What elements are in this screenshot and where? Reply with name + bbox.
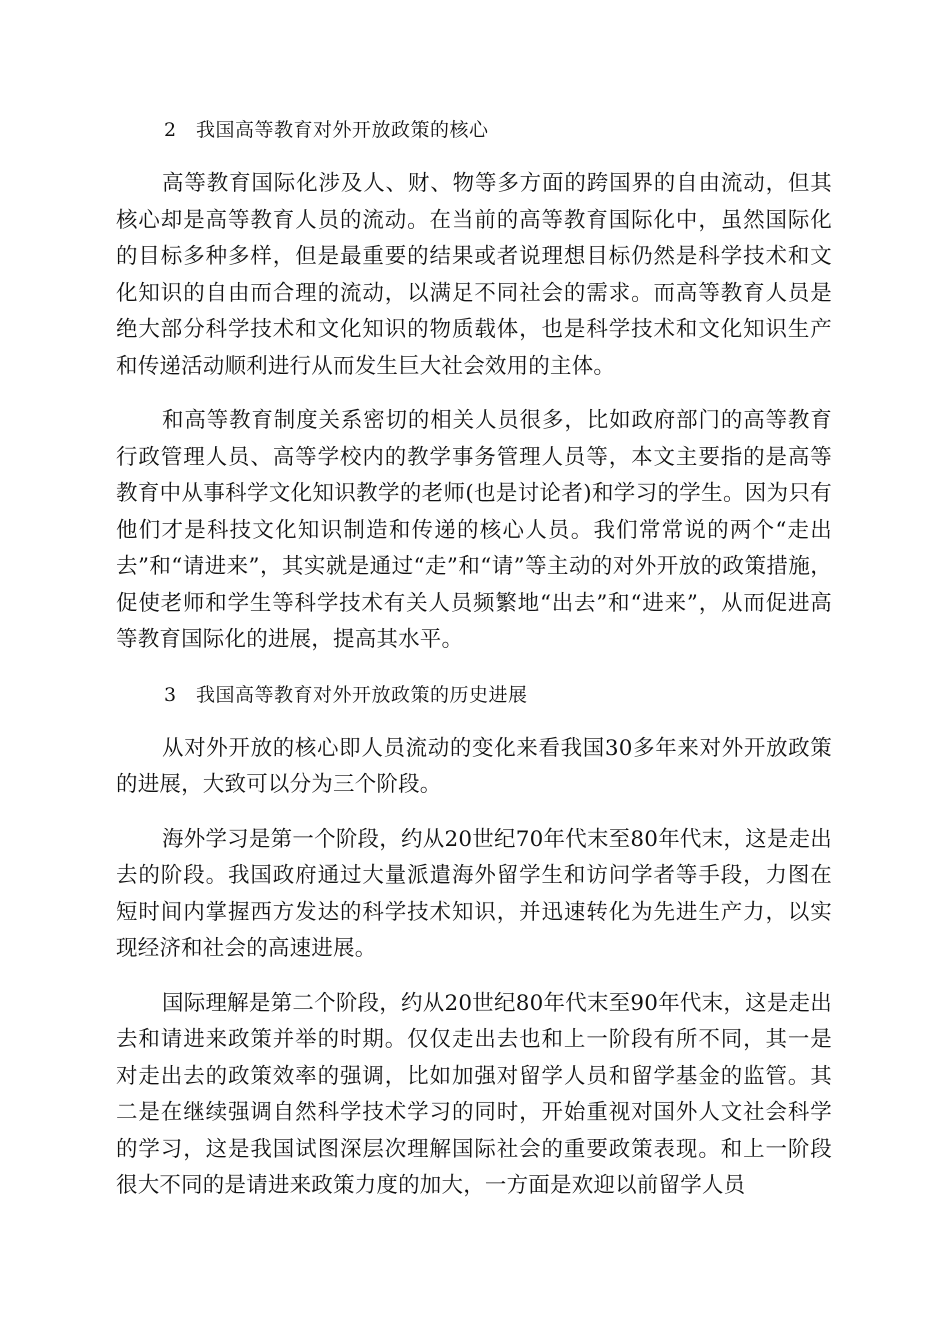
section-number: 3 [164,683,177,706]
document-body [116,112,832,1223]
section-title: 我国高等教育对外开放政策的历史进展 [196,683,528,706]
section-title: 我国高等教育对外开放政策的核心 [196,119,489,141]
paragraph: 从对外开放的核心即人员流动的变化来看我国30多年来对外开放政策的进展，大致可以分为三个阶段。 [116,735,832,797]
section-heading-3 [116,677,832,713]
section-heading-2 [116,112,832,148]
section-number: 2 [164,119,177,141]
paragraph: 高等教育国际化涉及人、财、物等多方面的跨国界的自由流动，但其核心却是高等教育人员的流动。在当前的高等教育国际化中，虽然国际化的目标多种多样，但是最重要的结果或者说理想目标仍然是科学技术和文化知识的自由而合理的流动，以满足不同社会的需求。而高等教育人员是绝大部分科学技术和文化知识的物质载体，也是科学技术和文化知识生产和传递活动顺利进行从而发生巨大社会效用的主体。 [116,171,832,379]
paragraph: 国际理解是第二个阶段，约从20世纪80年代末至90年代末，这是走出去和请进来政策并举的时期。仅仅走出去也和上一阶段有所不同，其一是对走出去的政策效率的强调，比如加强对留学人员和留学基金的监管。其二是在继续强调自然科学技术学习的同时，开始重视对国外人文社会科学的学习，这是我国试图深层次理解国际社会的重要政策表现。和上一阶段很大不同的是请进来政策力度的加大，一方面是欢迎以前留学人员 [116,990,832,1198]
paragraph: 和高等教育制度关系密切的相关人员很多，比如政府部门的高等教育行政管理人员、高等学校内的教学事务管理人员等，本文主要指的是高等教育中从事科学文化知识教学的老师(也是讨论者)和学习的学生。因为只有他们才是科技文化知识制造和传递的核心人员。我们常常说的两个“走出去”和“请进来”，其实就是通过“走”和“请”等主动的对外开放的政策措施，促使老师和学生等科学技术有关人员频繁地“出去”和“进来”，从而促进高等教育国际化的进展，提高其水平。 [116,408,832,652]
paragraph: 海外学习是第一个阶段，约从20世纪70年代末至80年代末，这是走出去的阶段。我国政府通过大量派遣海外留学生和访问学者等手段，力图在短时间内掌握西方发达的科学技术知识，并迅速转化为先进生产力，以实现经济和社会的高速进展。 [116,826,832,961]
